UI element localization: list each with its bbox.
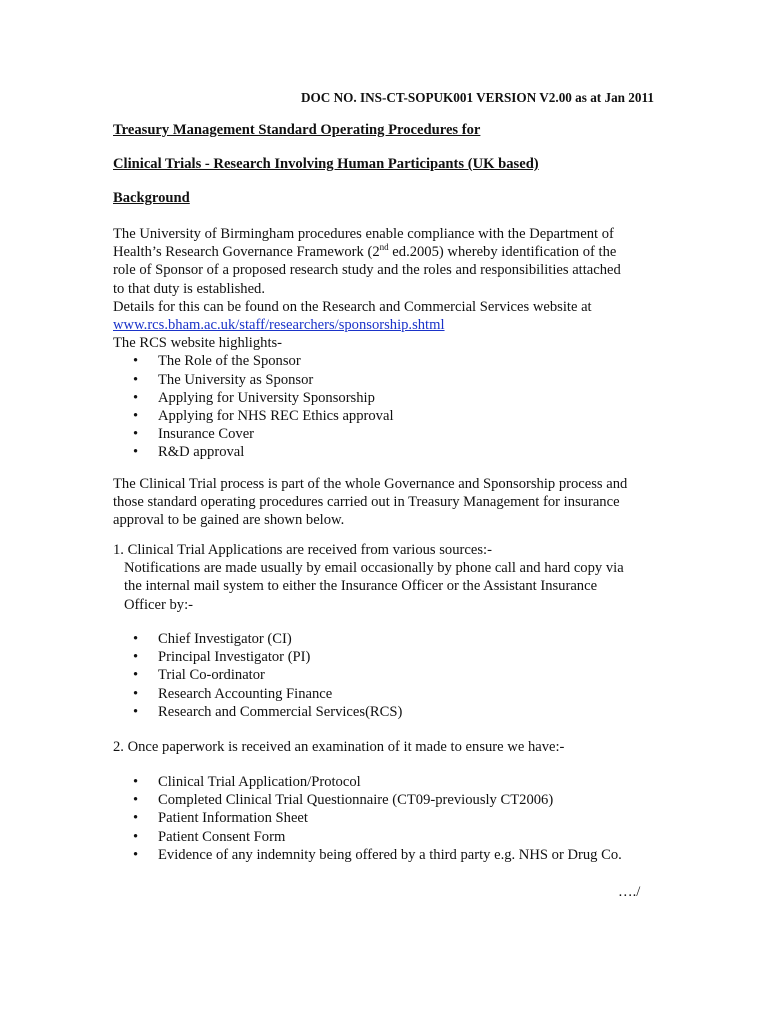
list-item: • Principal Investigator (PI)	[133, 649, 311, 666]
process-paragraph: The Clinical Trial process is part of the whole Governance and Sponsorship process and those standard operating procedures carried out in Treasury Management for insurance approval to be gained are shown below.	[113, 476, 628, 529]
bullet-icon: •	[133, 408, 139, 425]
list-item: • Insurance Cover	[133, 426, 255, 443]
bullet-icon: •	[133, 426, 139, 443]
paperwork-section	[113, 773, 653, 864]
list-item: • Patient Information Sheet	[133, 810, 308, 827]
bullet-icon: •	[133, 685, 139, 702]
bullet-icon: •	[133, 703, 139, 720]
title-line-1: Treasury Management Standard Operating Procedures for	[113, 122, 481, 138]
continued-mark: …./	[618, 884, 641, 900]
step-2	[113, 738, 653, 756]
sources-list	[113, 630, 653, 721]
step-2-heading: 2. Once paperwork is received an examination of it made to ensure we have:-	[113, 739, 565, 755]
list-item: • Patient Consent Form	[133, 828, 286, 845]
step-1: 1. Clinical Trial Applications are received from various sources:- Notifications are made usually by email occasionally by phone call and hard copy via the internal mail system to either the Insurance Officer or the Assistant Insurance Officer by:-	[113, 541, 653, 614]
bullet-icon: •	[133, 371, 139, 388]
background-heading: Background	[113, 190, 190, 206]
bullet-icon: •	[133, 828, 139, 845]
list-item: • The University as Sponsor	[133, 371, 314, 388]
bullet-icon: •	[133, 649, 139, 666]
list-item: • Trial Co-ordinator	[133, 667, 265, 684]
document-number: DOC NO. INS-CT-SOPUK001 VERSION V2.00 as at Jan 2011	[301, 90, 654, 105]
bullet-icon: •	[133, 810, 139, 827]
intro-line-2-pre: Health’s Research Governance Framework (2	[113, 244, 380, 261]
highlights-list	[113, 352, 653, 461]
intro-line-2-post: ed.2005) whereby identification of the	[388, 244, 617, 261]
intro-section	[113, 225, 653, 462]
bullet-icon: •	[133, 389, 139, 406]
paperwork-list	[113, 773, 653, 864]
intro-line-1: The University of Birmingham procedures enable compliance with the Department of	[113, 226, 614, 242]
list-item: • Chief Investigator (CI)	[133, 631, 292, 647]
list-item: • Applying for NHS REC Ethics approval	[133, 408, 394, 425]
intro-line-5: Details for this can be found on the Research and Commercial Services website at	[113, 298, 592, 315]
bullet-icon: •	[133, 792, 139, 809]
sources-section	[113, 630, 653, 721]
bullet-icon: •	[133, 846, 139, 863]
intro-line-2	[113, 243, 653, 261]
ordinal-superscript: nd	[379, 242, 389, 253]
intro-line-3: role of Sponsor of a proposed research study and the roles and responsibilities attached	[113, 262, 621, 279]
list-item: • Clinical Trial Application/Protocol	[133, 774, 361, 790]
bullet-icon: •	[133, 631, 139, 647]
rcs-sponsorship-link[interactable]: www.rcs.bham.ac.uk/staff/researchers/sponsorship.shtml	[113, 317, 445, 334]
list-item: • Completed Clinical Trial Questionnaire (CT09-previously CT2006)	[133, 792, 554, 809]
highlights-label: The RCS website highlights-	[113, 335, 283, 352]
document-page	[113, 0, 653, 1024]
bullet-icon: •	[133, 444, 139, 461]
list-item: • Evidence of any indemnity being offered by a third party e.g. NHS or Drug Co.	[133, 846, 622, 863]
title-line-2: Clinical Trials - Research Involving Human Participants (UK based)	[113, 156, 539, 172]
list-item: • Applying for University Sponsorship	[133, 389, 375, 406]
list-item: • R&D approval	[133, 444, 245, 461]
bullet-icon: •	[133, 353, 139, 370]
intro-line-4: to that duty is established.	[113, 280, 266, 297]
list-item: • Research Accounting Finance	[133, 685, 333, 702]
list-item: • Research and Commercial Services(RCS)	[133, 703, 403, 720]
list-item: • The Role of the Sponsor	[133, 353, 301, 370]
bullet-icon: •	[133, 774, 139, 790]
bullet-icon: •	[133, 667, 139, 684]
step-1-heading: 1. Clinical Trial Applications are received from various sources:-	[113, 542, 492, 558]
